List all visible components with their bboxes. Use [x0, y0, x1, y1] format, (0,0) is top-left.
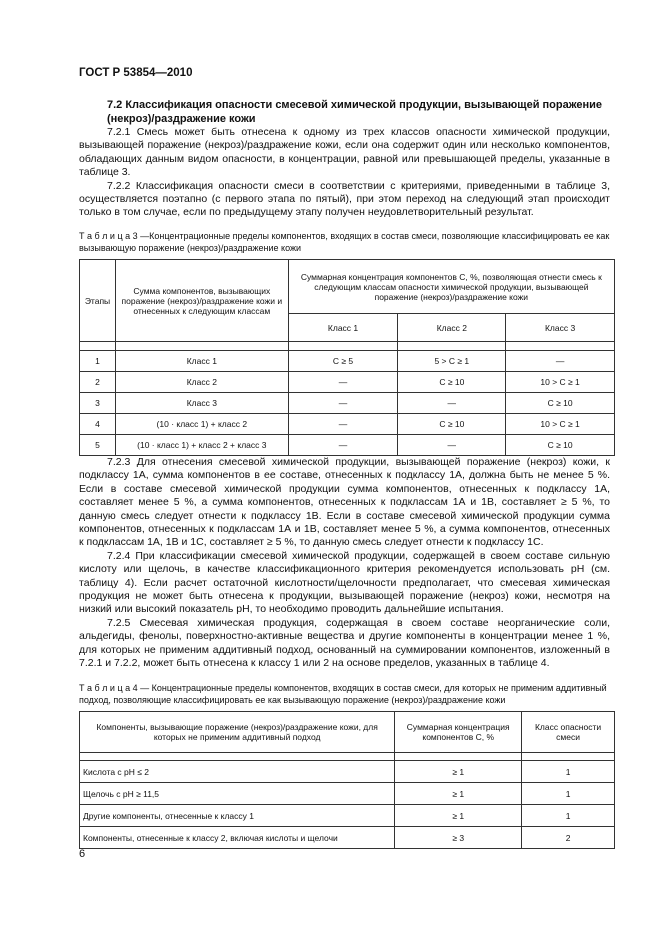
table3-cell: (10 · класс 1) + класс 2 + класс 3: [115, 435, 288, 456]
table3-cell: —: [288, 372, 398, 393]
table-row: [80, 435, 615, 456]
table3-header-class1: Класс 1: [288, 314, 398, 342]
table4-cell: ≥ 1: [395, 805, 522, 827]
table3-cell: 3: [80, 393, 116, 414]
table4-cell: 1: [522, 805, 615, 827]
table3-cell: C ≥ 5: [288, 351, 398, 372]
table3-cell: C ≥ 10: [398, 372, 506, 393]
table4-cell: Компоненты, отнесенные к классу 2, включая кислоты и щелочи: [80, 827, 395, 849]
table3-cell: —: [506, 351, 615, 372]
table4-cell: 2: [522, 827, 615, 849]
table3-header-class3: Класс 3: [506, 314, 615, 342]
table3-cell: —: [288, 414, 398, 435]
table4-cell: Щелочь с pH ≥ 11,5: [80, 783, 395, 805]
table3-cell: C ≥ 10: [506, 393, 615, 414]
table-row: [80, 761, 615, 783]
section-text: [79, 126, 610, 220]
table3-cell: Класс 2: [115, 372, 288, 393]
table4-header-conc: Суммарная концентрация компонентов C, %: [395, 712, 522, 753]
table-row: [80, 372, 615, 393]
table3-caption: Т а б л и ц а 3 —Концентрационные пределы компонентов, входящих в состав смеси, позволяющие классифицировать ее как вызывающую поражение (некроз)/раздражение кожи: [79, 231, 610, 253]
table-row: [80, 783, 615, 805]
table-row: [80, 393, 615, 414]
table4-header-class: Класс опасности смеси: [522, 712, 615, 753]
section-title: 7.2 Классификация опасности смесевой химической продукции, вызывающей поражение (некроз)/раздражение кожи: [107, 99, 603, 125]
page-number: 6: [79, 848, 86, 860]
table3-header-sum: Сумма компонентов, вызывающих поражение (некроз)/раздражение кожи и отнесенных к следующим классам: [115, 260, 288, 342]
table3-cell: 4: [80, 414, 116, 435]
table4-cell: Кислота с pH ≤ 2: [80, 761, 395, 783]
table4-header-components: Компоненты, вызывающие поражение (некроз)/раздражение кожи, для которых не применим аддитивный подход: [80, 712, 395, 753]
document-header: ГОСТ Р 53854—2010: [79, 67, 193, 79]
table3-cell: —: [398, 435, 506, 456]
table-row: [80, 805, 615, 827]
table3-cell: (10 · класс 1) + класс 2: [115, 414, 288, 435]
paragraph-7-2-1: 7.2.1 Смесь может быть отнесена к одному из трех классов опасности химической продукции, вызывающей поражение (некроз)/раздражение кожи, если она содержит один или несколько компонентов, обладающих данным видом опасности, в концентрации, равной или превышающей пределы, указанные в таблице 3.: [79, 126, 610, 179]
table4-cell: Другие компоненты, отнесенные к классу 1: [80, 805, 395, 827]
table4-cell: ≥ 1: [395, 783, 522, 805]
table3-cell: C ≥ 10: [398, 414, 506, 435]
table3-header-stage: Этапы: [80, 260, 116, 342]
table3-cell: —: [398, 393, 506, 414]
table3-cell: 5 > C ≥ 1: [398, 351, 506, 372]
table3-cell: —: [288, 393, 398, 414]
table3-cell: 1: [80, 351, 116, 372]
paragraph-7-2-4: 7.2.4 При классификации смесевой химической продукции, содержащей в своем составе сильную кислоту или щелочь, в качестве классификационного критерия рекомендуется использовать pH (см. таблицу 4). Если расчет остаточной кислотности/щелочности предполагает, что смесевая химическая продукция не может быть отнесена к продукции, вызывающей поражение (некроз) кожи, несмотря на низкий или высокий показатель pH, то необходимо проводить дальнейшие испытания.: [79, 549, 610, 616]
table3-header-class2: Класс 2: [398, 314, 506, 342]
table-row: [80, 827, 615, 849]
table4-cell: ≥ 1: [395, 761, 522, 783]
table4-cell: 1: [522, 761, 615, 783]
paragraph-7-2-5: 7.2.5 Смесевая химическая продукция, содержащая в своем составе неорганические соли, альдегиды, фенолы, поверхностно-активные вещества и другие компоненты в концентрации менее 1 %, для которых не применим аддитивный подход, основанный на суммировании компонентов, изложенный в 7.2.1 и 7.2.2, может быть отнесена к классу 1 или 2 на основе пределов, указанных в таблице 4.: [79, 616, 610, 670]
table3-cell: Класс 3: [115, 393, 288, 414]
table4-caption: Т а б л и ц а 4 — Концентрационные пределы компонентов, входящих в состав смеси, для которых не применим аддитивный подход, позволяющие классифицировать ее как вызывающую поражение (некроз)/раздражение кожи: [79, 683, 607, 705]
table3-cell: 10 > C ≥ 1: [506, 372, 615, 393]
table3-cell: C ≥ 10: [506, 435, 615, 456]
table3-cell: Класс 1: [115, 351, 288, 372]
paragraph-7-2-2: 7.2.2 Классификация опасности смеси в соответствии с критериями, приведенными в таблице 3, осуществляется поэтапно (с первого этапа по пятый), при этом переход на следующий этап происходит только в том случае, если по предыдущему этапу получен неудовлетворительный результат.: [79, 179, 610, 219]
body-text: [79, 456, 610, 671]
paragraph-7-2-3: 7.2.3 Для отнесения смесевой химической продукции, вызывающей поражение (некроз) кожи, к подклассу 1А, сумма компонентов в ее составе, отнесенных к подклассу 1А, должна быть не менее 5 %. Если в составе смесевой химической продукции сумма компонентов, отнесенных к подклассу 1А, составляет менее 5 %, а сумма компонентов, отнесенных к подклассам 1А и 1В, составляет ≥ 5 %, то данную смесь следует отнести к подклассу 1В. Если в составе смесевой химической продукции сумма компонентов, отнесенных к подклассам 1А и 1В, составляет менее 5 %, а сумма компонентов, отнесенных к подклассам 1А, 1В и 1С, составляет ≥ 5 %, то данную смесь следует отнести к подклассу 1С.: [79, 456, 610, 549]
table4-cell: 1: [522, 783, 615, 805]
table3-cell: 2: [80, 372, 116, 393]
table-row: [80, 414, 615, 435]
table3-cell: 10 > C ≥ 1: [506, 414, 615, 435]
table4-cell: ≥ 3: [395, 827, 522, 849]
table3-header-conc: Суммарная концентрация компонентов C, %, позволяющая отнести смесь к следующим классам опасности химической продукции, вызывающей поражение (некроз)/раздражение кожи: [288, 260, 614, 314]
table3-cell: —: [288, 435, 398, 456]
table-row: [80, 351, 615, 372]
table-4: [79, 711, 615, 849]
table3-cell: 5: [80, 435, 116, 456]
table-3: [79, 259, 615, 456]
